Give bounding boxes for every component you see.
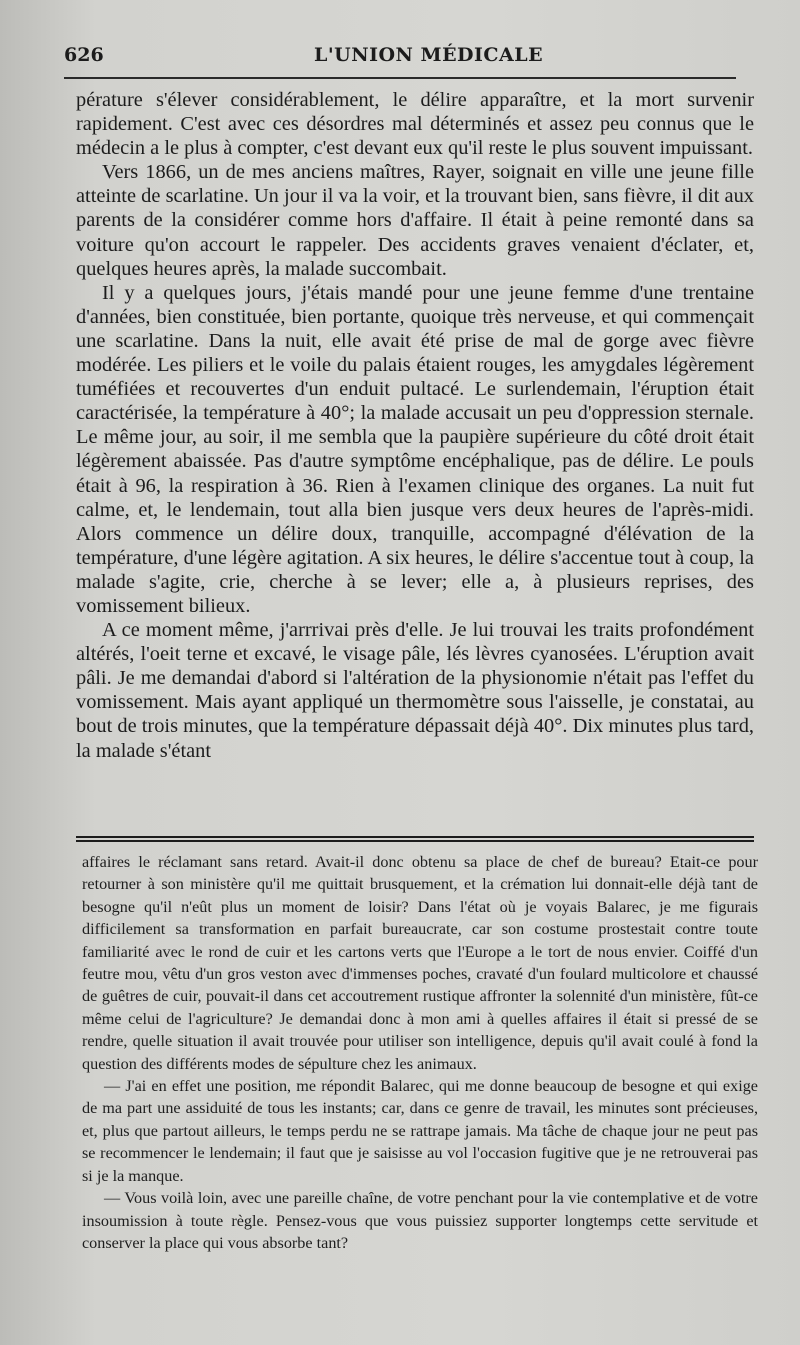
body-paragraph: A ce moment même, j'arrrivai près d'elle. Je lui trouvai les traits profondément altérés, l'oeit terne et excavé, le visage pâle, lés lèvres cyanosées. L'éruption avait pâli. Je me demandai d'abord si l'altération de la physionomie n'était pas l'effet du vomissement. Mais ayant appliqué un thermomètre sous l'aisselle, je constatai, au bout de trois minutes, que la température dépassait déjà 40°. Dix minutes plus tard, la malade s'étant xyxy=(76,619,754,762)
footnote-separator xyxy=(76,836,754,842)
header-rule xyxy=(64,77,736,79)
footnote-paragraph: affaires le réclamant sans retard. Avait-il donc obtenu sa place de chef de bureau? Etait-ce pour retourner à son ministère qu'il me quittait brusquement, et la crémation lui donnait-elle déjà tant de besogne qu'il n'eût plus un moment de loisir? Dans l'état où je voyais Balarec, je me figurais difficilement sa transformation en parfait bureaucrate, car son costume prostestait contre toute familiarité avec le rond de cuir et les cartons verts que l'Europe a le tort de nous envier. Coiffé d'un feutre mou, vêtu d'un gros veston avec d'immenses poches, cravaté d'un foulard multicolore et chaussé de guêtres de cuir, pouvait-il dans cet accoutrement rustique affronter la solennité d'un ministère, fût-ce même celui de l'agriculture? Je demandai donc à mon ami à quelles affaires il était si pressé de se rendre, quelle situation il avait trouvée pour utiliser son intelligence, depuis qu'il avait coulé à fond la question des différents modes de sépulture chez les animaux. xyxy=(82,853,758,1073)
footnote-text xyxy=(82,851,758,1254)
running-head xyxy=(64,44,760,70)
body-paragraph: Vers 1866, un de mes anciens maîtres, Rayer, soignait en ville une jeune fille atteinte de scarlatine. Un jour il va la voir, et la trouvant bien, sans fièvre, il dit aux parents de la considérer comme hors d'affaire. Il était à peine remonté dans sa voiture qu'on accourt le rappeler. Des accidents graves venaient d'éclater, et, quelques heures après, la malade succombait. xyxy=(76,161,754,280)
main-text xyxy=(76,88,754,763)
journal-title: L'UNION MÉDICALE xyxy=(314,44,544,66)
body-paragraph: Il y a quelques jours, j'étais mandé pour une jeune femme d'une trentaine d'années, bien constituée, bien portante, quoique très nerveuse, et qui commençait une scarlatine. Dans la nuit, elle avait été prise de mal de gorge avec fièvre modérée. Les piliers et le voile du palais étaient rouges, les amygdales légèrement tuméfiées et recouvertes d'un enduit pultacé. Le surlendemain, l'éruption était caractérisée, la température à 40°; la malade accusait un peu d'oppression sternale. Le même jour, au soir, il me sembla que la paupière supérieure du côté droit était légèrement abaissée. Pas d'autre symptôme encéphalique, pas de délire. Le pouls était à 96, la respiration à 36. Rien à l'examen clinique des organes. La nuit fut calme, et, le lendemain, tout alla bien jusque vers deux heures de l'après-midi. Alors commence un délire doux, tranquille, accompagné d'élévation de la température, d'une légère agitation. A six heures, le délire s'accentue tout à coup, la malade s'agite, crie, cherche à se lever; elle a, à plusieurs reprises, des vomissement bilieux. xyxy=(76,281,754,617)
page-number: 626 xyxy=(64,44,104,66)
footnote-paragraph: — J'ai en effet une position, me répondit Balarec, qui me donne beaucoup de besogne et qui exige de ma part une assiduité de tous les instants; car, dans ce genre de travail, les minutes sont précieuses, et, plus que partout ailleurs, le temps perdu ne se rattrape jamais. Ma tâche de chaque jour ne peut pas se recommencer le lendemain; il faut que je saisisse au vol l'occasion fugitive que je ne retrouverai pas si je la manque. xyxy=(82,1077,758,1185)
footnote-paragraph: — Vous voilà loin, avec une pareille chaîne, de votre penchant pour la vie contemplative et de votre insoumission à toute règle. Pensez-vous que vous puissiez supporter longtemps cette servitude et conserver la place qui vous absorbe tant? xyxy=(82,1189,758,1252)
body-paragraph: pérature s'élever considérablement, le délire apparaître, et la mort survenir rapidement. C'est avec ces désordres mal déterminés et assez peu connus que le médecin a le plus à compter, c'est devant eux qu'il reste le plus souvent impuissant. xyxy=(76,89,754,160)
